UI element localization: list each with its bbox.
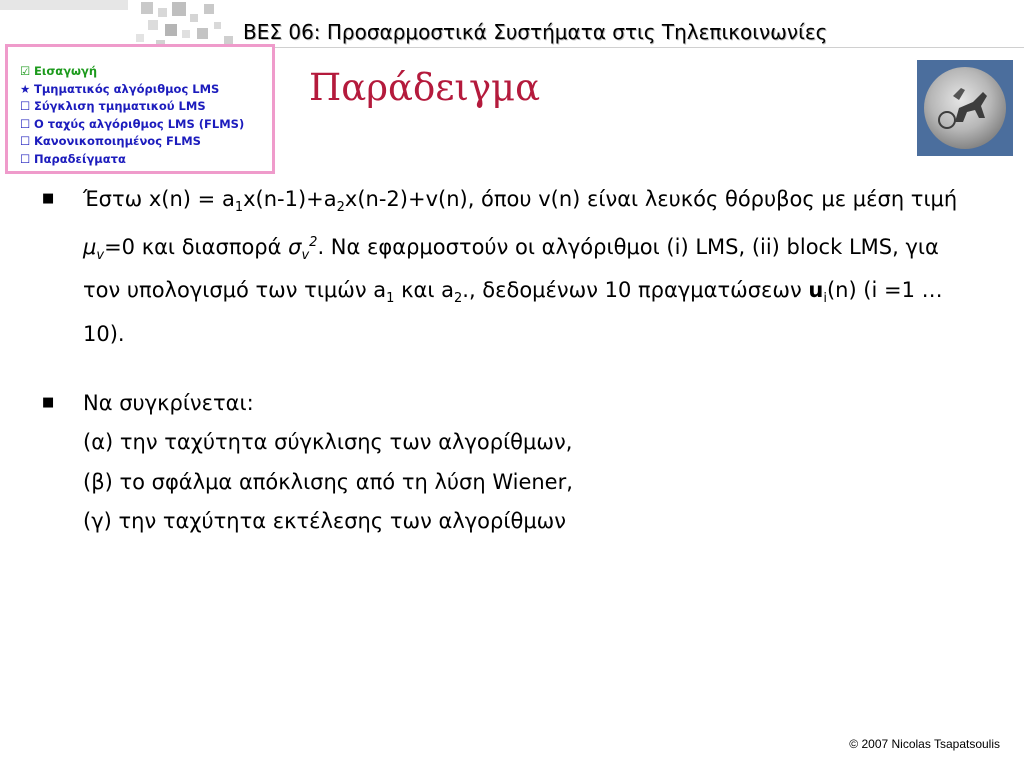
footer-copyright: © 2007 Nicolas Tsapatsoulis [849, 737, 1000, 751]
toc-item-label: Κανονικοποιημένος FLMS [34, 134, 201, 148]
toc-item-label: Ο ταχύς αλγόριθμος LMS (FLMS) [34, 116, 245, 131]
course-title: ΒΕΣ 06: Προσαρμοστικά Συστήματα στις Τηλεπικοινωνίες [243, 20, 828, 44]
subscript: v [96, 247, 105, 263]
spacer [42, 352, 972, 386]
compare-item-b: (β) το σφάλμα απόκλισης από τη λύση Wiener, [83, 469, 573, 494]
subscript: 2 [453, 291, 463, 307]
sigma-symbol: σ [288, 234, 302, 259]
toc-item-introduction[interactable] [20, 63, 272, 81]
slide-title: Παράδειγμα [309, 66, 541, 109]
text-segment: (n) (i =1 …10). [83, 278, 943, 347]
mu-symbol: μ [83, 234, 97, 259]
text-segment: ., δεδομένων 10 πραγματώσεων [462, 278, 809, 303]
compare-item-a: (α) την ταχύτητα σύγκλισης των αλγορίθμων, [83, 430, 573, 455]
empty-box-icon: ☐ [20, 134, 31, 148]
toc-item-label: Σύγκλιση τμηματικού LMS [34, 99, 206, 113]
toc-item-label: Εισαγωγή [34, 64, 98, 78]
toc-item-block-lms-convergence[interactable] [20, 98, 272, 116]
text-segment: . Να εφαρμοστούν οι αλγόριθμοι (i) LMS, (ii) block LMS, για τον υπολογισμό των τιμών a [83, 234, 939, 303]
text-segment: x(n-1)+a [243, 187, 337, 211]
empty-box-icon: ☐ [20, 151, 31, 166]
text-segment: και a [394, 278, 454, 303]
toc-item-examples[interactable] [20, 151, 272, 169]
bold-u: u [808, 278, 824, 303]
toc-item-label: Τμηματικός αλγόριθμος LMS [34, 81, 220, 96]
subscript: 1 [234, 200, 244, 216]
empty-box-icon: ☐ [20, 116, 31, 131]
toc-item-flms[interactable] [20, 116, 272, 134]
compare-intro: Να συγκρίνεται: [83, 390, 254, 415]
subscript: 2 [336, 200, 345, 216]
checked-box-icon: ☑ [20, 64, 31, 78]
chariot-icon [933, 82, 997, 134]
compare-item-c: (γ) την ταχύτητα εκτέλεσης των αλγορίθμων [83, 509, 566, 534]
ancient-coin-logo [917, 60, 1013, 156]
toc-item-block-lms[interactable] [20, 81, 272, 99]
toc-item-normalized-flms[interactable] [20, 133, 272, 151]
toc-item-label: Παραδείγματα [34, 151, 126, 166]
subscript: i [823, 291, 827, 307]
table-of-contents [5, 44, 275, 174]
subscript: 1 [386, 291, 395, 307]
bullet-square-icon: ■ [42, 191, 55, 206]
bullet-paragraph-compare [42, 386, 972, 539]
text-segment: =0 και διασπορά [104, 234, 289, 259]
text-segment: x(n-2)+v(n), όπου v(n) είναι λευκός θόρυβος με μέση τιμή [344, 187, 958, 211]
bullet-square-icon: ■ [42, 394, 55, 410]
bullet-paragraph-problem [42, 182, 972, 352]
subscript: v [301, 247, 310, 263]
empty-box-icon: ☐ [20, 99, 31, 113]
slide-content [42, 182, 972, 539]
superscript: 2 [309, 234, 318, 250]
text-segment: Έστω x(n) = a [83, 187, 235, 211]
star-icon: ★ [20, 81, 31, 96]
